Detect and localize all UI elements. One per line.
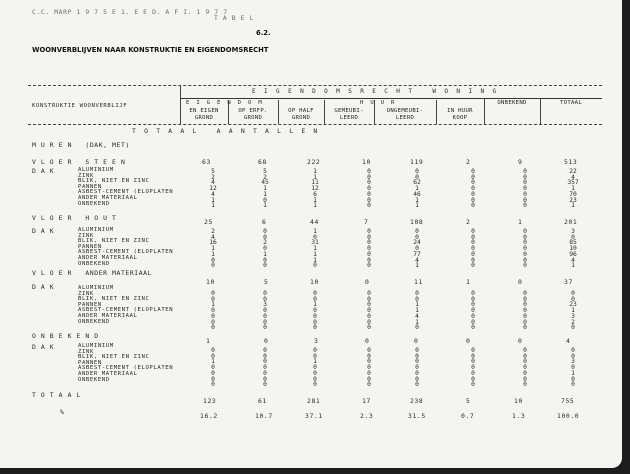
totaal-cell: 61 [258, 397, 267, 405]
s2-cell: 44 [310, 218, 319, 226]
percent-cell: 31.5 [408, 412, 426, 420]
s1-col: 5 2 4 12 4 1 1 [209, 168, 217, 210]
s1-cell: 68 [258, 158, 267, 166]
dak-label-1: D A K [32, 167, 55, 175]
s1-cell: 63 [202, 158, 211, 166]
dak-label-4: D A K [32, 343, 55, 351]
s1-col: 0 0 62 1 46 1 1 [413, 168, 421, 210]
s2-col: 0 0 0 0 0 0 0 [367, 228, 371, 270]
col-header-in-huurkoop: IN HUUR KOOP [447, 108, 473, 121]
col-header-onbekend: ONBEKEND [497, 100, 527, 106]
group-header-eigendom: E I G E N D O M [186, 100, 264, 106]
rule-group [180, 98, 602, 99]
s3-col: 0 0 1 0 0 0 0 [211, 290, 215, 332]
s1-col: 5 2 45 1 1 0 1 [261, 168, 269, 210]
totaal-cell: 281 [307, 397, 321, 405]
col-header-half-grond: OP HALF GROND [288, 108, 314, 121]
s1-cell: 119 [410, 158, 424, 166]
col-header-gemeubileerd: GEMEUBI- LEERD [334, 108, 364, 121]
vrule-4 [324, 100, 325, 124]
percent-label: % [60, 408, 65, 416]
s3-col: 0 0 1 0 0 0 0 [313, 290, 317, 332]
s1-col: 0 0 0 0 0 0 0 [367, 168, 371, 210]
s3-cell: 10 [206, 278, 215, 286]
s3-col: 0 0 23 1 3 2 0 [569, 290, 577, 332]
dak-items-1: ALUMINIUM ZINK BLIK, NIET EN ZINC PANNEN ASBEST-CEMENT (ELOPLATEN ANDER MATERIAAL ONBEKEND [78, 167, 174, 207]
s3-col: 0 0 0 0 0 0 0 [367, 290, 371, 332]
section-vloer-hout-label: V L O E R H O U T [32, 214, 117, 222]
s4-cell: 1 [206, 337, 211, 345]
percent-cell: 16.2 [200, 412, 218, 420]
totaal-cell: 238 [410, 397, 424, 405]
s4-cell: 0 [264, 337, 269, 345]
s3-cell: 10 [310, 278, 319, 286]
s3-cell: 37 [564, 278, 573, 286]
s2-col: 0 0 24 0 77 4 1 [413, 228, 421, 270]
vrule-6 [436, 100, 437, 124]
s2-cell: 6 [262, 218, 267, 226]
s4-cell: 0 [414, 337, 419, 345]
totaal-cell: 755 [561, 397, 575, 405]
s1-cell: 513 [564, 158, 578, 166]
col-header-totaal: TOTAAL [559, 100, 582, 106]
s2-cell: 25 [204, 218, 213, 226]
s3-cell: 5 [264, 278, 269, 286]
s4-col: 0 0 0 0 0 0 0 [415, 347, 419, 389]
percent-cell: 2.3 [360, 412, 374, 420]
s3-col: 0 0 0 0 0 0 0 [471, 290, 475, 332]
scan-border-bottom [0, 468, 630, 474]
s2-cell: 201 [564, 218, 578, 226]
col-header-erfpacht: OP ERFP. GROND [238, 108, 268, 121]
s4-col: 0 0 1 0 0 0 0 [313, 347, 317, 389]
dak-items-2: ALUMINIUM ZINK BLIK, NIET EN ZINC PANNEN ASBEST-CEMENT (ELOPLATEN ANDER MATERIAAL ONBEKEND [78, 227, 174, 267]
s3-cell: 11 [414, 278, 423, 286]
s1-col: 22 4 357 1 70 23 1 [567, 168, 579, 210]
s2-col: 0 0 0 0 0 0 0 [471, 228, 475, 270]
section-onbekend-label: O N B E K E N D [32, 332, 99, 340]
group-header-top: E I G E N D O M S R E C H T W O N I N G [252, 88, 499, 95]
totaal-label: T O T A A L [32, 391, 81, 399]
s3-col: 0 0 0 0 0 0 0 [523, 290, 527, 332]
s2-col: 0 0 2 0 1 0 0 [263, 228, 267, 270]
col-header-eigen-grond: EN EIGEN GROND [189, 108, 219, 121]
s1-cell: 10 [362, 158, 371, 166]
percent-cell: 10.7 [255, 412, 273, 420]
dak-items-4: ALUMINIUM ZINK BLIK, NIET EN ZINC PANNEN ASBEST-CEMENT (ELOPLATEN ANDER MATERIAAL ONBEKEND [78, 343, 174, 383]
s1-cell: 9 [518, 158, 523, 166]
percent-cell: 1.3 [512, 412, 526, 420]
percent-cell: 100.0 [557, 412, 580, 420]
s2-cell: 108 [410, 218, 424, 226]
vrule-8 [540, 98, 541, 124]
totaal-cell: 10 [514, 397, 523, 405]
s2-col: 2 4 16 1 1 0 0 [209, 228, 217, 270]
s4-cell: 3 [314, 337, 319, 345]
totaal-cell: 5 [466, 397, 471, 405]
s4-col: 0 0 1 0 0 0 0 [211, 347, 215, 389]
table-subtitle: T O T A A L A A N T A L L E N [132, 127, 320, 135]
vrule-7 [484, 98, 485, 124]
s2-cell: 1 [518, 218, 523, 226]
s4-col: 0 0 0 0 0 0 0 [471, 347, 475, 389]
s4-col: 0 0 0 0 0 0 0 [523, 347, 527, 389]
table-label: T A B E L [214, 14, 255, 22]
s1-cell: 222 [307, 158, 321, 166]
row-header-label: KONSTRUKTIE WOONVERBLIJF [32, 103, 128, 109]
s2-col: 1 0 31 1 1 1 0 [311, 228, 319, 270]
section-muren-label: M U R E N (DAK, MET) [32, 141, 130, 149]
source-line: C.C. MARP 1 9 7 5 E 1. E E D. A F I. 1 9 7 7 [32, 8, 228, 16]
percent-cell: 0.7 [461, 412, 475, 420]
s4-cell: 0 [518, 337, 523, 345]
s3-col: 0 0 3 0 0 0 0 [263, 290, 267, 332]
percent-cell: 37.1 [305, 412, 323, 420]
table-number: 6.2. [256, 29, 271, 37]
vrule-3 [278, 100, 279, 124]
s2-cell: 2 [466, 218, 471, 226]
s3-cell: 0 [365, 278, 370, 286]
s4-cell: 0 [365, 337, 370, 345]
totaal-cell: 123 [203, 397, 217, 405]
dak-items-3: ALUMINIUM ZINK BLIK, NIET EN ZINC PANNEN ASBEST-CEMENT (ELOPLATEN ANDER MATERIAAL ONBEKEND [78, 285, 174, 325]
s4-cell: 0 [466, 337, 471, 345]
dak-label-2: D A K [32, 227, 55, 235]
totaal-cell: 17 [362, 397, 371, 405]
s2-col: 3 0 85 10 96 4 1 [569, 228, 577, 270]
s1-col: 0 0 0 0 0 0 0 [471, 168, 475, 210]
vrule-1 [180, 86, 181, 124]
scan-border-right [622, 0, 630, 474]
s1-col: 0 0 0 0 0 0 0 [523, 168, 527, 210]
s3-cell: 1 [466, 278, 471, 286]
rule-head-bottom [28, 124, 602, 125]
s2-col: 0 0 0 0 0 0 0 [523, 228, 527, 270]
dak-label-3: D A K [32, 283, 55, 291]
s3-cell: 0 [518, 278, 523, 286]
s3-col: 0 0 1 1 4 1 0 [415, 290, 419, 332]
rule-top [28, 85, 602, 86]
section-vloer-ander-label: V L O E R ANDER MATERIAAL [32, 269, 153, 277]
s1-cell: 2 [466, 158, 471, 166]
section-vloer-steen-label: V L O E R S T E E N [32, 158, 126, 166]
group-header-huur: H U U R [360, 100, 397, 106]
page-title: WOONVERBLIJVEN NAAR KONSTRUKTIE EN EIGENDOMSRECHT [32, 46, 269, 54]
col-header-ongemeubileerd: ONGEMEUBI- LEERD [386, 108, 424, 121]
s4-col: 0 0 0 0 0 0 0 [367, 347, 371, 389]
s2-cell: 7 [364, 218, 369, 226]
s1-col: 1 1 11 12 6 1 1 [311, 168, 319, 210]
s4-cell: 4 [566, 337, 571, 345]
s4-col: 0 0 0 0 0 0 0 [263, 347, 267, 389]
s4-col: 0 0 3 0 1 0 0 [571, 347, 575, 389]
